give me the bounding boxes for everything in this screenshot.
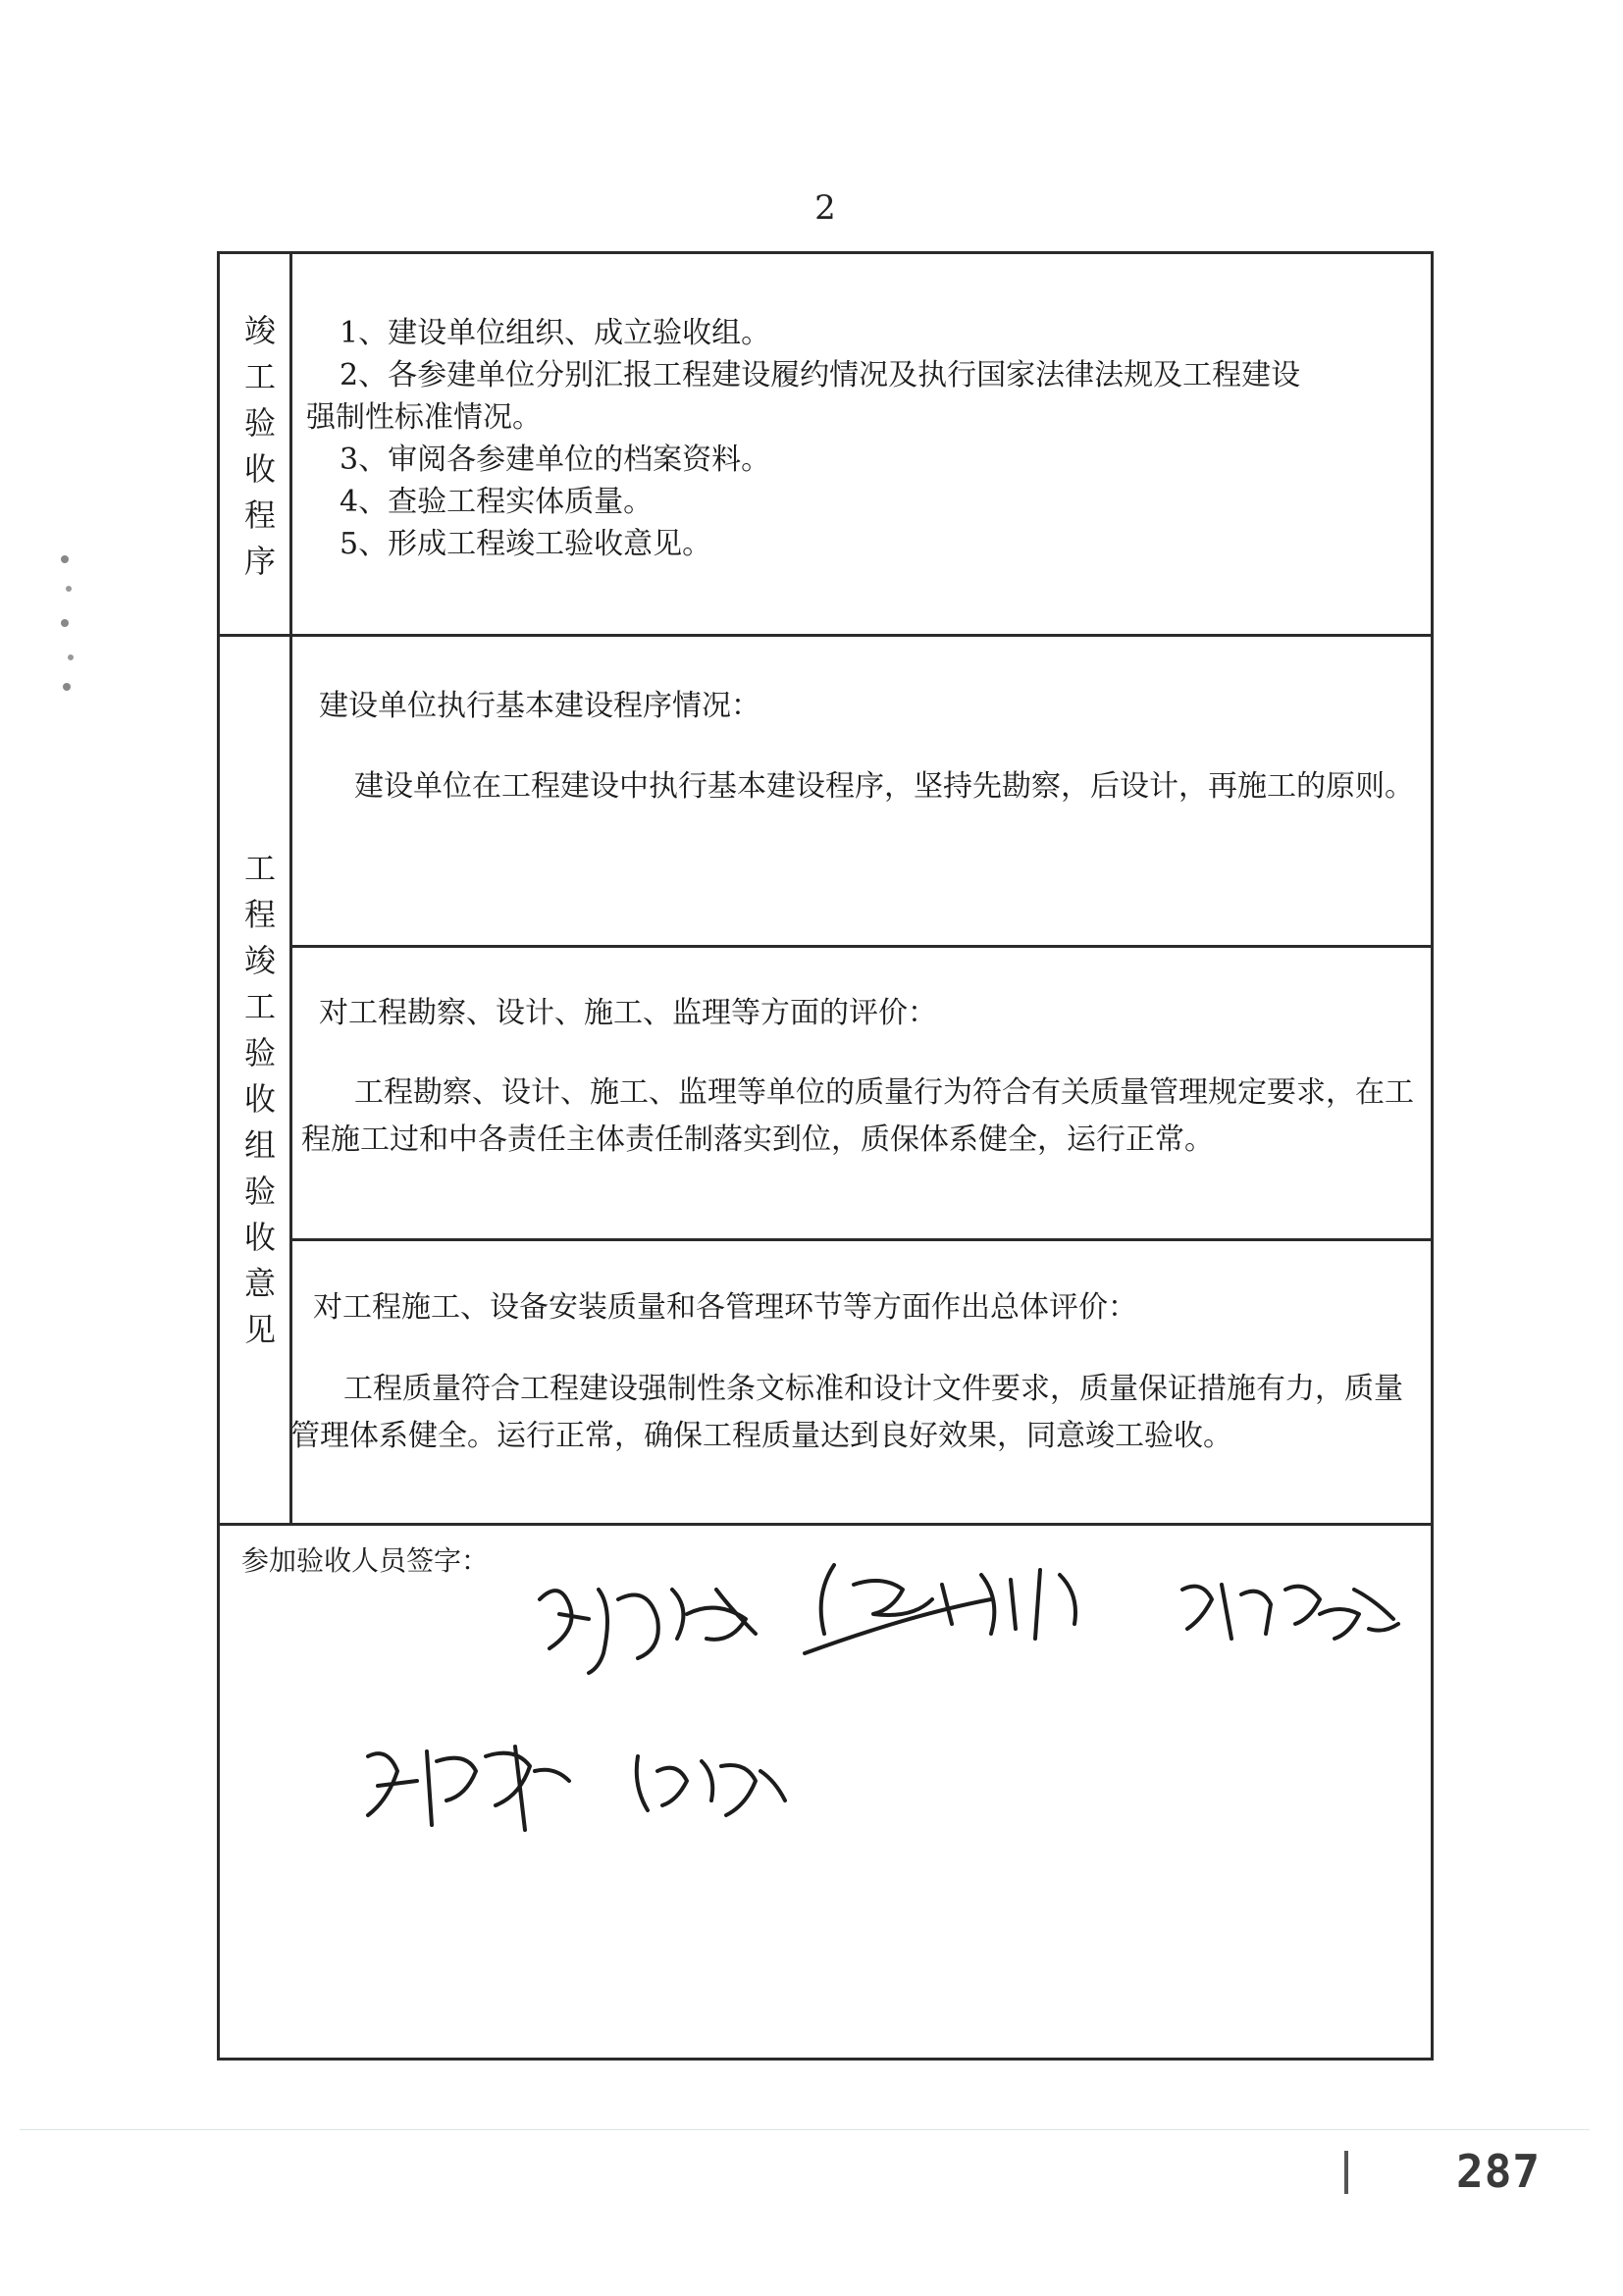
- handwritten-signature: [1173, 1560, 1408, 1668]
- procedure-label: [238, 308, 282, 585]
- procedure-item: 2、各参建单位分别汇报工程建设履约情况及执行国家法律法规及工程建设: [340, 358, 1301, 392]
- procedure-label-char: 验: [243, 404, 276, 442]
- handwritten-signature: [795, 1545, 1099, 1673]
- procedure-label-char: 收: [243, 450, 276, 488]
- label-column-divider: [289, 254, 292, 1525]
- handwritten-signature: [618, 1732, 795, 1840]
- footer-rule: [20, 2129, 1590, 2130]
- signature-section-divider: [220, 1523, 1431, 1526]
- opinion-label-char: 程: [243, 896, 276, 933]
- opinion-label-char: 意: [243, 1265, 276, 1302]
- opinion-label-char: 工: [243, 850, 276, 887]
- procedure-list: [306, 312, 1425, 565]
- page-number: 2: [814, 188, 836, 228]
- procedure-label-char: 序: [243, 543, 276, 580]
- procedure-label-char: 工: [243, 358, 276, 395]
- opinion-label-char: 工: [243, 988, 276, 1025]
- opinion-label-char: 组: [243, 1126, 276, 1164]
- opinion-divider-2: [290, 1238, 1431, 1241]
- opinion-label-char: 竣: [243, 942, 276, 979]
- procedure-item: 强制性标准情况。: [306, 400, 542, 435]
- scan-mark: [1344, 2151, 1348, 2194]
- opinion-label: [238, 846, 282, 1353]
- archive-stamp-number: 287: [1456, 2145, 1542, 2198]
- section-body-procedure-compliance: 建设单位在工程建设中执行基本建设程序，坚持先勘察，后设计，再施工的原则。: [354, 769, 1414, 804]
- opinion-divider-1: [290, 945, 1431, 948]
- procedure-item: 5、形成工程竣工验收意见。: [340, 527, 712, 561]
- section-title-units-evaluation: 对工程勘察、设计、施工、监理等方面的评价：: [319, 996, 937, 1030]
- section-title-procedure-compliance: 建设单位执行基本建设程序情况：: [319, 689, 760, 723]
- procedure-item: 4、查验工程实体质量。: [340, 485, 654, 519]
- section-body-units-evaluation: 工程勘察、设计、施工、监理等单位的质量行为符合有关质量管理规定要求，在工程施工过和中各责任主体责任制落实到位，质保体系健全，运行正常。: [301, 1075, 1414, 1157]
- procedure-label-char: 竣: [243, 312, 276, 349]
- procedure-item: 1、建设单位组织、成立验收组。: [340, 316, 771, 350]
- procedure-item: 3、审阅各参建单位的档案资料。: [340, 443, 771, 477]
- binding-marks: [55, 549, 94, 706]
- signature-label: 参加验收人员签字：: [241, 1544, 490, 1577]
- procedure-section-divider: [220, 634, 1431, 637]
- opinion-label-char: 验: [243, 1173, 276, 1210]
- opinion-label-char: 见: [243, 1311, 276, 1348]
- handwritten-signature: [520, 1560, 775, 1688]
- opinion-label-char: 验: [243, 1034, 276, 1071]
- handwritten-signature: [348, 1727, 584, 1845]
- section-title-overall-evaluation: 对工程施工、设备安装质量和各管理环节等方面作出总体评价：: [313, 1290, 1137, 1325]
- opinion-label-char: 收: [243, 1219, 276, 1256]
- opinion-label-char: 收: [243, 1080, 276, 1118]
- procedure-label-char: 程: [243, 496, 276, 534]
- section-body-overall-evaluation: 工程质量符合工程建设强制性条文标准和设计文件要求，质量保证措施有力，质量管理体系健全。运行正常，确保工程质量达到良好效果，同意竣工验收。: [290, 1372, 1403, 1453]
